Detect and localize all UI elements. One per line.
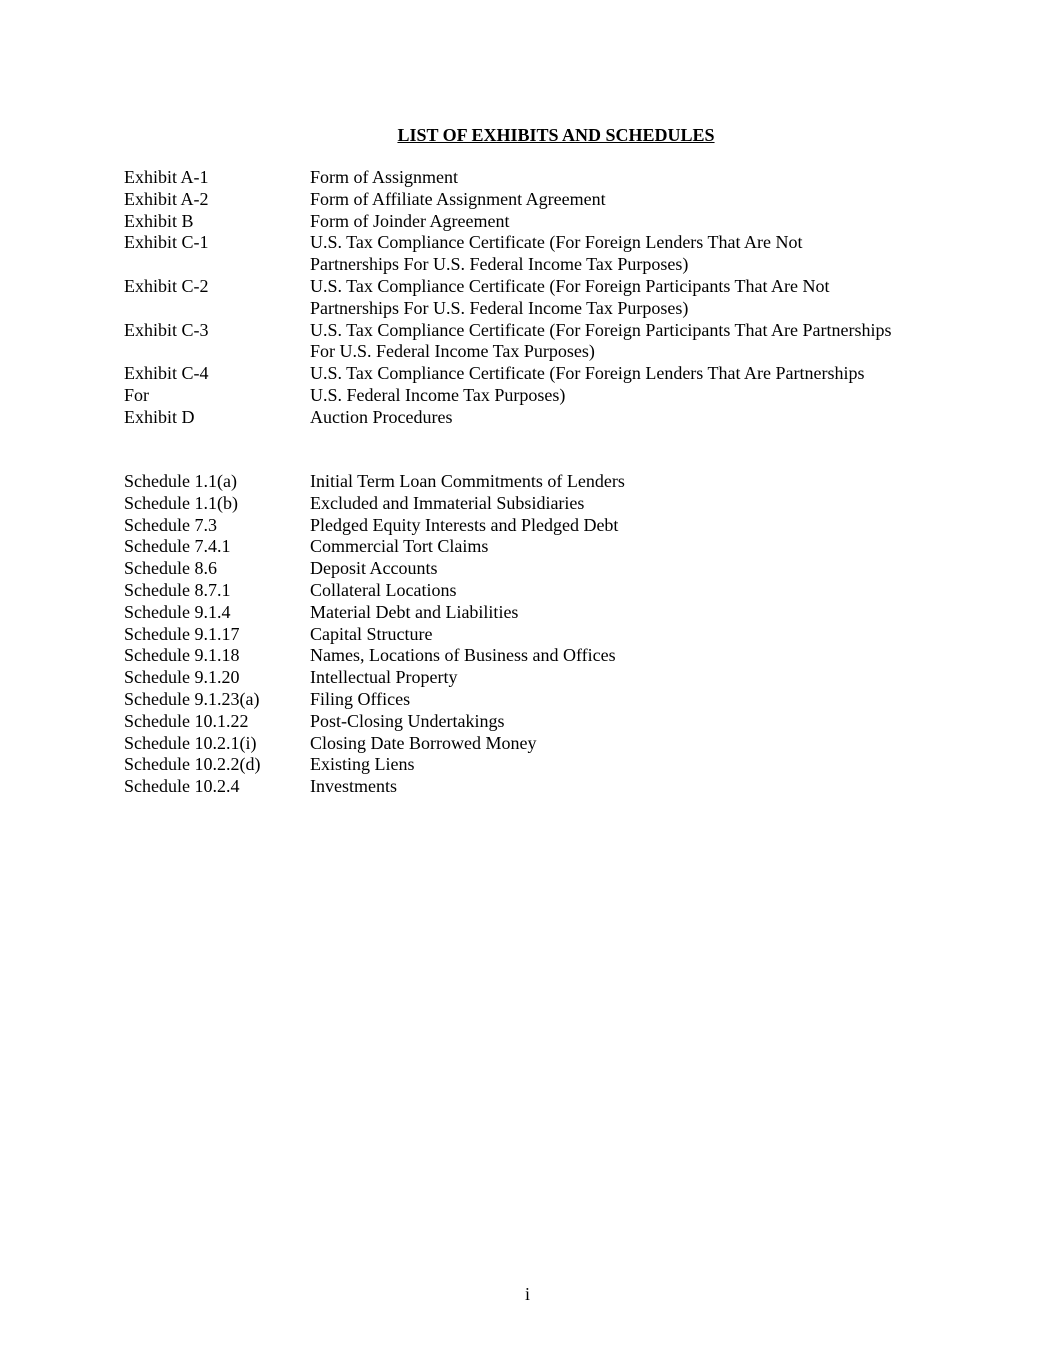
exhibit-description-line: U.S. Tax Compliance Certificate (For Foreign Participants That Are Partnerships — [310, 319, 892, 340]
schedule-description — [310, 602, 984, 624]
schedule-label: Schedule 10.2.2(d) — [124, 754, 261, 775]
schedule-description — [310, 711, 984, 733]
schedule-label: Schedule 9.1.23(a) — [124, 688, 260, 709]
schedule-row — [124, 515, 984, 537]
exhibit-description — [310, 211, 984, 233]
schedule-description — [310, 667, 984, 689]
schedule-description — [310, 645, 984, 667]
exhibit-description — [310, 320, 984, 364]
exhibit-label: Exhibit A-1 — [124, 167, 209, 187]
exhibit-description — [310, 363, 984, 385]
schedule-description — [310, 515, 984, 537]
schedule-description-line: Material Debt and Liabilities — [310, 601, 519, 622]
exhibit-label: Exhibit B — [124, 210, 194, 231]
schedule-row — [124, 776, 984, 798]
exhibit-description — [310, 232, 984, 276]
schedule-description-line: Commercial Tort Claims — [310, 536, 489, 557]
schedule-description — [310, 471, 984, 493]
schedule-description — [310, 733, 984, 755]
schedule-description-line: Existing Liens — [310, 754, 415, 775]
schedule-description-line: Initial Term Loan Commitments of Lenders — [310, 471, 625, 491]
schedule-label: Schedule 9.1.18 — [124, 645, 240, 666]
schedule-description-line: Filing Offices — [310, 688, 411, 709]
page-number: i — [524, 1284, 530, 1304]
schedule-description — [310, 493, 984, 515]
exhibit-description — [310, 385, 984, 407]
exhibit-label: Exhibit C-4 — [124, 363, 209, 384]
schedules-list — [124, 471, 984, 798]
page-title: LIST OF EXHIBITS AND SCHEDULES — [397, 125, 715, 145]
exhibit-label: Exhibit C-3 — [124, 319, 209, 340]
schedule-label: Schedule 10.2.1(i) — [124, 732, 257, 753]
exhibit-description — [310, 167, 984, 189]
schedule-description — [310, 580, 984, 602]
exhibit-row — [124, 276, 984, 320]
schedule-description-line: Collateral Locations — [310, 579, 457, 600]
exhibit-description-line: Form of Joinder Agreement — [310, 210, 510, 231]
schedule-description — [310, 536, 984, 558]
schedule-label: Schedule 1.1(a) — [124, 471, 237, 491]
schedule-label: Schedule 8.7.1 — [124, 579, 231, 600]
schedule-description — [310, 754, 984, 776]
exhibit-label: Exhibit A-2 — [124, 188, 209, 209]
schedule-row — [124, 754, 984, 776]
exhibit-description-line: U.S. Federal Income Tax Purposes) — [310, 384, 566, 405]
exhibit-row — [124, 320, 984, 364]
exhibit-description-line: U.S. Tax Compliance Certificate (For Foreign Lenders That Are Not — [310, 232, 803, 253]
schedule-row — [124, 733, 984, 755]
schedule-label: Schedule 7.3 — [124, 514, 217, 535]
schedule-row — [124, 558, 984, 580]
schedule-description-line: Excluded and Immaterial Subsidiaries — [310, 492, 585, 513]
schedule-description-line: Names, Locations of Business and Offices — [310, 645, 616, 666]
schedule-label: Schedule 10.2.4 — [124, 776, 240, 797]
exhibit-description-line: U.S. Tax Compliance Certificate (For Foreign Participants That Are Not — [310, 275, 830, 296]
schedule-description — [310, 624, 984, 646]
schedule-description-line: Investments — [310, 776, 397, 797]
schedule-row — [124, 493, 984, 515]
exhibit-description-line: Form of Assignment — [310, 167, 459, 187]
schedule-row — [124, 689, 984, 711]
exhibit-row — [124, 385, 984, 407]
exhibit-description — [310, 276, 984, 320]
exhibit-description — [310, 407, 984, 429]
schedule-label: Schedule 9.1.17 — [124, 623, 240, 644]
schedule-label: Schedule 9.1.20 — [124, 667, 240, 688]
schedule-description-line: Post-Closing Undertakings — [310, 710, 505, 731]
exhibit-description-line: U.S. Tax Compliance Certificate (For Foreign Lenders That Are Partnerships — [310, 363, 865, 384]
schedule-row — [124, 602, 984, 624]
exhibit-description — [310, 189, 984, 211]
schedule-row — [124, 645, 984, 667]
exhibit-description-line: Partnerships For U.S. Federal Income Tax Purposes) — [310, 254, 689, 275]
schedule-description-line: Capital Structure — [310, 623, 433, 644]
schedule-description-line: Intellectual Property — [310, 667, 458, 688]
schedule-label: Schedule 10.1.22 — [124, 710, 249, 731]
schedule-row — [124, 667, 984, 689]
exhibit-row — [124, 211, 984, 233]
schedule-description — [310, 558, 984, 580]
exhibits-list — [124, 167, 984, 429]
exhibit-description-line: Form of Affiliate Assignment Agreement — [310, 188, 606, 209]
exhibit-label: Exhibit D — [124, 406, 195, 427]
exhibit-row — [124, 232, 984, 276]
exhibit-description-line: For U.S. Federal Income Tax Purposes) — [310, 341, 595, 362]
exhibit-label: Exhibit C-2 — [124, 275, 209, 296]
exhibit-row — [124, 167, 984, 189]
exhibit-row — [124, 189, 984, 211]
schedule-description-line: Deposit Accounts — [310, 558, 438, 579]
exhibit-description-line: Auction Procedures — [310, 406, 453, 427]
exhibit-row — [124, 363, 984, 385]
schedule-description — [310, 776, 984, 798]
schedule-description — [310, 689, 984, 711]
exhibit-label: For — [124, 384, 150, 405]
schedule-label: Schedule 9.1.4 — [124, 601, 231, 622]
schedule-label: Schedule 8.6 — [124, 558, 217, 579]
schedule-row — [124, 711, 984, 733]
exhibit-description-line: Partnerships For U.S. Federal Income Tax Purposes) — [310, 297, 689, 318]
schedule-label: Schedule 1.1(b) — [124, 492, 238, 513]
exhibit-label: Exhibit C-1 — [124, 232, 209, 253]
schedule-row — [124, 624, 984, 646]
schedule-description-line: Pledged Equity Interests and Pledged Debt — [310, 514, 619, 535]
schedule-description-line: Closing Date Borrowed Money — [310, 732, 537, 753]
schedule-row — [124, 471, 984, 493]
schedule-row — [124, 536, 984, 558]
schedule-row — [124, 580, 984, 602]
exhibit-row — [124, 407, 984, 429]
schedule-label: Schedule 7.4.1 — [124, 536, 231, 557]
